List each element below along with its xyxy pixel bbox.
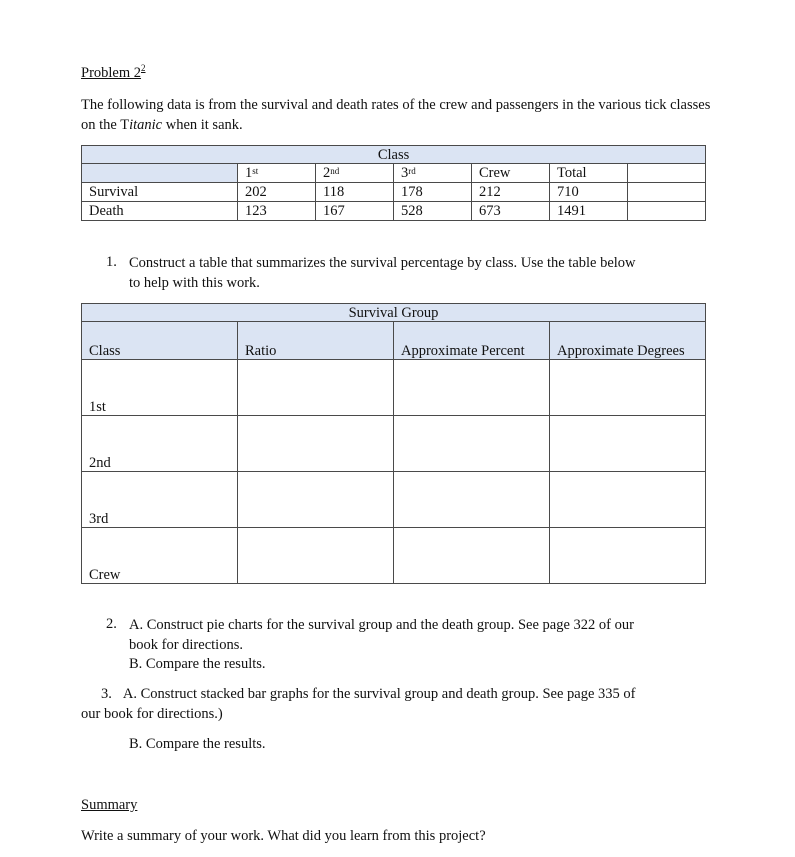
intro-paragraph — [81, 96, 711, 135]
table-cell: 1491 — [550, 202, 628, 221]
question-3-part-b: B. Compare the results. — [129, 736, 266, 752]
table-cell: 123 — [238, 202, 316, 221]
titanic-data-table — [81, 145, 706, 221]
table-cell: 528 — [394, 202, 472, 221]
question-2-text: A. Construct pie charts for the survival group and the death group. See page 322 of our book for directions. B. Compare the results. — [129, 617, 634, 672]
column-header-ratio: Ratio — [238, 322, 394, 360]
problem-heading-text: Problem 2 — [81, 65, 142, 81]
table-cell — [628, 183, 706, 202]
question-3-number: 3. — [101, 686, 112, 702]
percent-cell — [394, 416, 550, 472]
column-header: 3rd — [394, 164, 472, 183]
row-label: Crew — [82, 528, 238, 584]
question-1-number: 1. — [106, 254, 117, 270]
table-cell: 710 — [550, 183, 628, 202]
column-header — [628, 164, 706, 183]
table-row — [82, 183, 706, 202]
column-header: Crew — [472, 164, 550, 183]
row-label-survival: Survival — [82, 183, 238, 202]
ratio-cell — [238, 360, 394, 416]
degrees-cell — [550, 472, 706, 528]
row-label: 1st — [82, 360, 238, 416]
percent-cell — [394, 472, 550, 528]
table-row — [82, 202, 706, 221]
percent-cell — [394, 528, 550, 584]
column-header-percent: Approximate Percent — [394, 322, 550, 360]
problem-heading — [81, 65, 146, 82]
ratio-cell — [238, 416, 394, 472]
survival-table-title-row — [82, 304, 706, 322]
question-3-text: 3. A. Construct stacked bar graphs for the survival group and death group. See page 335 of our book for directions.) — [81, 686, 636, 722]
ratio-cell — [238, 528, 394, 584]
column-header-degrees: Approximate Degrees — [550, 322, 706, 360]
table-cell: 178 — [394, 183, 472, 202]
table-cell: 673 — [472, 202, 550, 221]
table-row — [82, 360, 706, 416]
question-1-text: Construct a table that summarizes the survival percentage by class. Use the table below to help with this work. — [129, 255, 636, 291]
row-label: 3rd — [82, 472, 238, 528]
survival-table-header-row — [82, 322, 706, 360]
table-row — [82, 472, 706, 528]
column-header: 1st — [238, 164, 316, 183]
degrees-cell — [550, 360, 706, 416]
table-cell — [628, 202, 706, 221]
table-cell: 167 — [316, 202, 394, 221]
summary-text: Write a summary of your work. What did you learn from this project? — [81, 828, 486, 844]
column-header: 2nd — [316, 164, 394, 183]
row-label-death: Death — [82, 202, 238, 221]
table-row — [82, 528, 706, 584]
column-header-class: Class — [82, 322, 238, 360]
question-2-number: 2. — [106, 616, 117, 632]
summary-heading: Summary — [81, 797, 138, 813]
ratio-cell — [238, 472, 394, 528]
table-cell: 212 — [472, 183, 550, 202]
percent-cell — [394, 360, 550, 416]
degrees-cell — [550, 416, 706, 472]
data-table-group-header-row — [82, 146, 706, 164]
intro-text-end: when it sank. — [162, 116, 243, 133]
class-group-header: Class — [82, 146, 706, 164]
data-table-column-header-row — [82, 164, 706, 183]
table-row — [82, 416, 706, 472]
intro-italic-text: itanic — [129, 116, 163, 133]
row-label: 2nd — [82, 416, 238, 472]
degrees-cell — [550, 528, 706, 584]
data-table-corner-cell — [82, 164, 238, 183]
intro-text: The following data is from the survival and death rates of the crew and passengers in the various tick classes on the T — [81, 97, 711, 133]
column-header: Total — [550, 164, 628, 183]
survival-group-title: Survival Group — [82, 304, 706, 322]
table-cell: 118 — [316, 183, 394, 202]
survival-group-table — [81, 303, 706, 584]
footnote-marker: 2 — [141, 63, 146, 73]
table-cell: 202 — [238, 183, 316, 202]
